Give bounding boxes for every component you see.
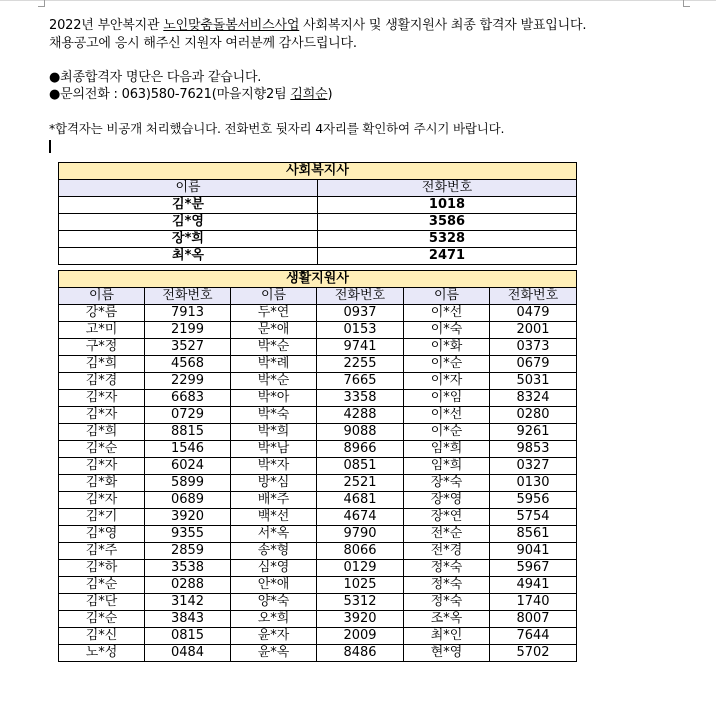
cell-phone: 0689: [145, 492, 231, 509]
cell-name: 노*성: [59, 645, 145, 662]
cell-name: 장*연: [404, 509, 490, 526]
cell-name: 김*화: [59, 475, 145, 492]
table-row: [59, 407, 577, 424]
cell-name: 박*순: [231, 339, 317, 356]
cell-name: 박*자: [231, 458, 317, 475]
cell-phone: 8815: [145, 424, 231, 441]
table-row: [59, 390, 577, 407]
table-row: [59, 356, 577, 373]
table-row: [59, 339, 577, 356]
cell-phone: 1018: [318, 197, 577, 214]
cell-name: 오*희: [231, 611, 317, 628]
cell-name: 이*선: [404, 407, 490, 424]
cell-name: 안*애: [231, 577, 317, 594]
cell-name: 김*순: [59, 577, 145, 594]
table-row: [59, 577, 577, 594]
cell-name: 최*인: [404, 628, 490, 645]
table-row: [59, 231, 577, 248]
cell-name: 박*숙: [231, 407, 317, 424]
cell-name: 이*순: [404, 424, 490, 441]
cell-phone: 4941: [490, 577, 577, 594]
cell-name: 방*심: [231, 475, 317, 492]
cell-phone: 4681: [317, 492, 404, 509]
table-row: [59, 560, 577, 577]
cell-name: 임*희: [404, 441, 490, 458]
cell-phone: 4288: [317, 407, 404, 424]
cell-name: 배*주: [231, 492, 317, 509]
cell-phone: 8561: [490, 526, 577, 543]
announcement-line-1: [49, 18, 586, 34]
cell-name: 김*신: [59, 628, 145, 645]
cell-name: 김*단: [59, 594, 145, 611]
cell-name: 박*아: [231, 390, 317, 407]
table-row: [59, 424, 577, 441]
cell-name: 심*영: [231, 560, 317, 577]
cell-phone: 1546: [145, 441, 231, 458]
cell-phone: 0280: [490, 407, 577, 424]
cell-phone: 3142: [145, 594, 231, 611]
cell-name: 김*기: [59, 509, 145, 526]
cell-name: 두*연: [231, 305, 317, 322]
table-row: [59, 197, 577, 214]
cell-phone: 4568: [145, 356, 231, 373]
column-header-name: 이름: [404, 288, 490, 305]
cell-phone: 0851: [317, 458, 404, 475]
table-row: [59, 305, 577, 322]
thanks-line: 채용공고에 응시 해주신 지원자 여러분께 감사드립니다.: [49, 36, 357, 51]
cell-name: 문*애: [231, 322, 317, 339]
cell-phone: 8066: [317, 543, 404, 560]
cell-phone: 0729: [145, 407, 231, 424]
cell-phone: 3920: [145, 509, 231, 526]
cell-phone: 8966: [317, 441, 404, 458]
cell-name: 김*경: [59, 373, 145, 390]
cell-name: 장*희: [59, 231, 318, 248]
table-row: [59, 373, 577, 390]
program-name: 노인맞춤돌봄서비스사업: [163, 18, 300, 33]
cell-phone: 8324: [490, 390, 577, 407]
cell-phone: 5899: [145, 475, 231, 492]
cell-phone: 9088: [317, 424, 404, 441]
cell-name: 최*옥: [59, 248, 318, 265]
table-row: [59, 594, 577, 611]
cell-name: 백*선: [231, 509, 317, 526]
contact-text-end: ): [327, 87, 333, 102]
cell-name: 박*례: [231, 356, 317, 373]
social-worker-table: [58, 162, 577, 265]
column-header-phone: 전화번호: [318, 180, 577, 197]
cell-phone: 0373: [490, 339, 577, 356]
cell-name: 윤*자: [231, 628, 317, 645]
cell-phone: 5967: [490, 560, 577, 577]
cell-name: 김*영: [59, 214, 318, 231]
announcement-text: 2022년 부안복지관: [49, 18, 164, 33]
cell-name: 전*순: [404, 526, 490, 543]
cell-phone: 2521: [317, 475, 404, 492]
cell-name: 김*자: [59, 492, 145, 509]
cell-phone: 2255: [317, 356, 404, 373]
life-supporter-table: [58, 270, 577, 662]
cell-name: 강*름: [59, 305, 145, 322]
cell-phone: 0327: [490, 458, 577, 475]
column-header-phone: 전화번호: [317, 288, 404, 305]
cell-phone: 0479: [490, 305, 577, 322]
cell-name: 전*경: [404, 543, 490, 560]
cell-phone: 9041: [490, 543, 577, 560]
table-row: [59, 214, 577, 231]
cell-name: 임*희: [404, 458, 490, 475]
cell-name: 김*자: [59, 458, 145, 475]
life-supporter-title: 생활지원사: [59, 271, 577, 288]
cell-phone: 0288: [145, 577, 231, 594]
cell-phone: 3527: [145, 339, 231, 356]
contact-text: ●문의전화 : 063)580-7621(마을지향2팀: [49, 87, 291, 102]
cell-name: 정*숙: [404, 560, 490, 577]
cell-name: 이*순: [404, 356, 490, 373]
cell-name: 김*순: [59, 611, 145, 628]
cell-phone: 0130: [490, 475, 577, 492]
cell-phone: 0679: [490, 356, 577, 373]
cell-phone: 9741: [317, 339, 404, 356]
table-row: [59, 628, 577, 645]
cell-phone: 0153: [317, 322, 404, 339]
cell-phone: 7913: [145, 305, 231, 322]
text-cursor: [49, 140, 51, 153]
cell-name: 구*정: [59, 339, 145, 356]
cell-name: 장*영: [404, 492, 490, 509]
cell-phone: 2001: [490, 322, 577, 339]
cell-phone: 3586: [318, 214, 577, 231]
cell-name: 이*화: [404, 339, 490, 356]
cell-name: 송*형: [231, 543, 317, 560]
cell-name: 정*숙: [404, 594, 490, 611]
cell-phone: 3538: [145, 560, 231, 577]
social-worker-title: 사회복지사: [59, 163, 577, 180]
cell-name: 김*하: [59, 560, 145, 577]
column-header-phone: 전화번호: [490, 288, 577, 305]
column-header-name: 이름: [59, 180, 318, 197]
cell-name: 양*숙: [231, 594, 317, 611]
cell-name: 이*임: [404, 390, 490, 407]
table-row: [59, 441, 577, 458]
table-row: [59, 322, 577, 339]
column-header-phone: 전화번호: [145, 288, 231, 305]
cell-phone: 2199: [145, 322, 231, 339]
cell-phone: 5754: [490, 509, 577, 526]
cell-name: 서*옥: [231, 526, 317, 543]
table-row: [59, 475, 577, 492]
cell-name: 조*옥: [404, 611, 490, 628]
cell-phone: 1740: [490, 594, 577, 611]
cell-name: 윤*옥: [231, 645, 317, 662]
table-row: [59, 509, 577, 526]
cell-phone: 6683: [145, 390, 231, 407]
cell-name: 이*선: [404, 305, 490, 322]
cell-name: 박*순: [231, 373, 317, 390]
table-row: [59, 248, 577, 265]
cell-phone: 6024: [145, 458, 231, 475]
cell-name: 박*남: [231, 441, 317, 458]
page-top-edge: [0, 0, 716, 7]
cell-phone: 5956: [490, 492, 577, 509]
cell-phone: 9853: [490, 441, 577, 458]
cell-phone: 2859: [145, 543, 231, 560]
cell-phone: 0937: [317, 305, 404, 322]
cell-name: 이*숙: [404, 322, 490, 339]
cell-name: 김*희: [59, 424, 145, 441]
bullet-final-list: ●최종합격자 명단은 다음과 같습니다.: [49, 70, 262, 85]
cell-name: 현*영: [404, 645, 490, 662]
cell-phone: 3843: [145, 611, 231, 628]
cell-phone: 0129: [317, 560, 404, 577]
margin-corner-mark-left: [38, 0, 45, 7]
cell-phone: 8486: [317, 645, 404, 662]
cell-phone: 1025: [317, 577, 404, 594]
cell-phone: 7665: [317, 373, 404, 390]
cell-name: 김*희: [59, 356, 145, 373]
cell-phone: 0815: [145, 628, 231, 645]
cell-phone: 9355: [145, 526, 231, 543]
table-row: [59, 526, 577, 543]
cell-name: 김*자: [59, 390, 145, 407]
cell-phone: 3920: [317, 611, 404, 628]
cell-phone: 2471: [318, 248, 577, 265]
table-row: [59, 458, 577, 475]
cell-name: 고*미: [59, 322, 145, 339]
table-row: [59, 645, 577, 662]
column-header-name: 이름: [231, 288, 317, 305]
table-row: [59, 611, 577, 628]
cell-phone: 4674: [317, 509, 404, 526]
margin-corner-mark-right: [683, 0, 690, 7]
bullet-contact: [49, 87, 332, 103]
column-header-name: 이름: [59, 288, 145, 305]
cell-phone: 2299: [145, 373, 231, 390]
cell-phone: 2009: [317, 628, 404, 645]
cell-phone: 5702: [490, 645, 577, 662]
cell-name: 김*주: [59, 543, 145, 560]
cell-phone: 0484: [145, 645, 231, 662]
cell-name: 김*분: [59, 197, 318, 214]
table-row: [59, 492, 577, 509]
cell-phone: 9261: [490, 424, 577, 441]
cell-phone: 9790: [317, 526, 404, 543]
cell-name: 김*영: [59, 526, 145, 543]
cell-phone: 5328: [318, 231, 577, 248]
cell-phone: 7644: [490, 628, 577, 645]
privacy-note: *합격자는 비공개 처리했습니다. 전화번호 뒷자리 4자리를 확인하여 주시기 바랍니다.: [49, 121, 505, 136]
cell-name: 김*순: [59, 441, 145, 458]
cell-phone: 8007: [490, 611, 577, 628]
cell-name: 박*희: [231, 424, 317, 441]
cell-phone: 5031: [490, 373, 577, 390]
cell-name: 장*숙: [404, 475, 490, 492]
cell-name: 김*자: [59, 407, 145, 424]
contact-person: 김희순: [290, 87, 328, 102]
cell-phone: 3358: [317, 390, 404, 407]
cell-name: 이*자: [404, 373, 490, 390]
cell-name: 정*숙: [404, 577, 490, 594]
announcement-text-end: 사회복지사 및 생활지원사 최종 합격자 발표입니다.: [299, 18, 587, 33]
cell-phone: 5312: [317, 594, 404, 611]
table-row: [59, 543, 577, 560]
